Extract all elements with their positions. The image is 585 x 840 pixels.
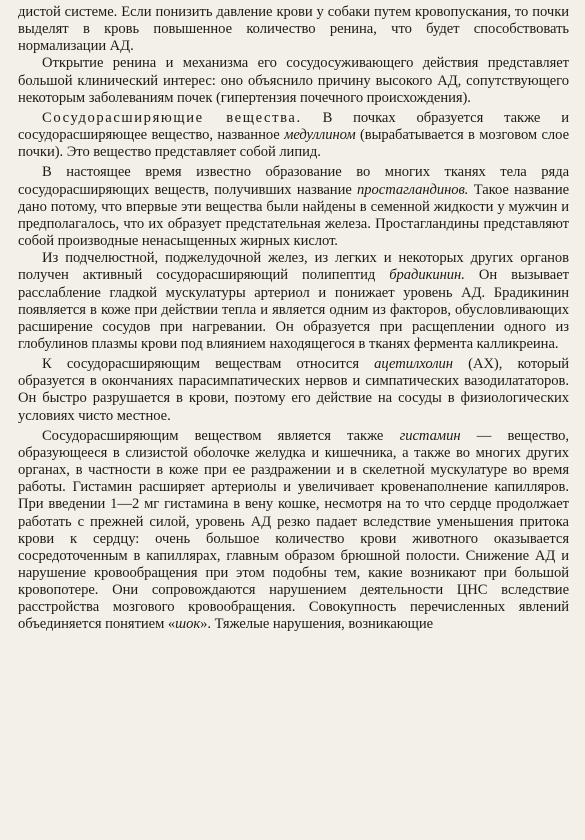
paragraph-histamine	[18, 428, 569, 634]
paragraph-bradykinin	[18, 250, 569, 353]
text-run: Такое название дано потому, что впервые эти вещества были найдены в семенной жидкости у мужчин и предполагалось, что их образует предстательная железа. Простагландины представляют собой производные ненасыщенных жирных кислот.	[18, 181, 570, 250]
paragraph-vasodilators-heading	[18, 110, 569, 161]
paragraph-acetylcholine	[18, 356, 569, 425]
term-histamine: гистамин	[399, 427, 461, 444]
paragraph-renin-discovery	[18, 55, 569, 106]
paragraph-renin-bloodletting	[18, 4, 569, 55]
text-run: Открытие ренина и механизма его сосудосуживающего действия представляет большой клинический интерес: оно объяснило причину высокого АД, сопутствующего некоторым заболеваниям почек (гипертензия почечного происхождения).	[18, 55, 569, 106]
text-run: ». Тяжелые нарушения, возникающие	[200, 616, 434, 633]
text-run: (АХ), который образуется в окончаниях парасимпатических нервов и симпатических вазодилататоров. Он быстро разрушается в крови, поэтому его действие на сосуды в физиологических условиях чисто местное.	[18, 356, 569, 424]
term-shock: шок	[175, 616, 201, 633]
text-run: дистой системе. Если понизить давление крови у собаки путем кровопускания, то почки выделят в кровь повышенное количество ренина, что будет способствовать нормализации АД.	[18, 4, 569, 55]
text-run: В настоящее время известно образование во многих тканях тела ряда сосудорасширяющих веществ, получивших название	[18, 164, 569, 198]
term-acetylcholine: ацетилхолин	[374, 356, 453, 373]
text-run: К сосудорасширяющим веществам относится	[42, 356, 375, 373]
section-heading: Сосудорасширяющие вещества.	[42, 109, 302, 126]
text-run: Сосудорасширяющим веществом является также	[42, 427, 400, 444]
text-run: — вещество, образующееся в слизистой оболочке желудка и кишечника, а также во многих других органах, в частности в коже при ее раздражении и в скелетной мускулатуре во время работы. Гистамин расширяет артериолы и увеличивает кровенаполнение капилляров. При введении 1—2 мг гистамина в вену кошке, несмотря на то что сердце продолжает работать с прежней силой, уровень АД резко падает вследствие уменьшения притока крови к сердцу: очень большое количество крови животного оказывается сосредоточенным в капиллярах, главным образом брюшной полости. Снижение АД и нарушение кровообращения при этом подобны тем, какие возникают при большой кровопотере. Они сопровождаются нарушением деятельности ЦНС вследствие расстройства мозгового кровообращения. Совокупность перечисленных явлений объединяется понятием «	[18, 427, 569, 633]
term-bradykinin: брадикинин.	[389, 267, 465, 284]
paragraph-prostaglandins	[18, 164, 569, 250]
text-run: (вырабатывается в мозговом слое почки). Это вещество представляет собой липид.	[18, 127, 569, 161]
term-prostaglandins: простагландинов.	[357, 181, 469, 198]
text-run: Он вызывает расслабление гладкой мускулатуры артериол и понижает уровень АД. Брадикинин появляется в коже при действии тепла и является одним из факторов, обусловливающих расширение сосудов при нагревании. Он образуется при расщеплении одного из глобулинов плазмы крови под влиянием находящегося в тканях фермента калликреина.	[18, 267, 569, 352]
term-medullin: медуллином	[284, 127, 356, 144]
text-run: Из подчелюстной, поджелудочной желез, из легких и некоторых других органов получен активный сосудорасширяющий полипептид	[18, 250, 569, 284]
text-run: В почках образуется также и сосудорасширяющее вещество, названное	[18, 109, 570, 144]
